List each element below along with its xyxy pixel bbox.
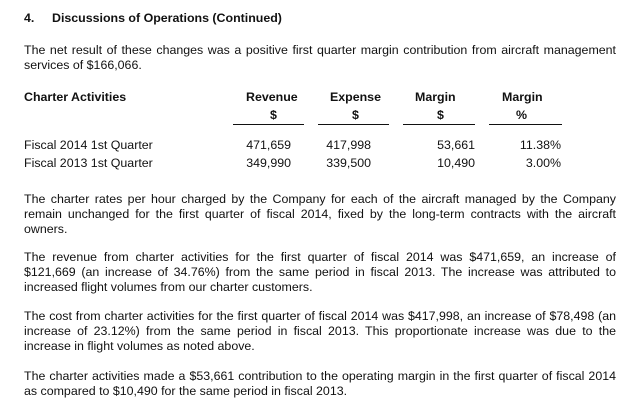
- section-number: 4.: [24, 11, 35, 25]
- section-heading: [24, 11, 282, 26]
- column-unit-margin-percent: %: [516, 108, 528, 122]
- paragraph-margin-contribution: The charter activities made a $53,661 contribution to the operating margin in the first quarter of fiscal 2014 as compared to $10,490 for the same period in fiscal 2013.: [24, 369, 616, 398]
- cell-margin-percent: 3.00%: [525, 156, 561, 170]
- cell-revenue: 471,659: [246, 138, 291, 152]
- column-header-expense: Expense: [330, 90, 381, 104]
- column-unit-margin: $: [437, 108, 444, 122]
- column-rule-expense: [318, 124, 389, 125]
- row-label: Fiscal 2013 1st Quarter: [24, 156, 153, 170]
- paragraph-revenue: The revenue from charter activities for the first quarter of fiscal 2014 was $471,659, an increase of $121,669 (an increase of 34.76%) from the same period in fiscal 2013. The increase was attributed to increased flight volumes from our charter customers.: [24, 250, 616, 294]
- cell-margin-percent: 11.38%: [519, 138, 561, 152]
- table-label-header: Charter Activities: [24, 90, 127, 104]
- column-header-revenue: Revenue: [246, 90, 298, 104]
- column-header-margin: Margin: [415, 90, 456, 104]
- cell-expense: 417,998: [326, 138, 371, 152]
- paragraph-cost: The cost from charter activities for the first quarter of fiscal 2014 was $417,998, an increase of $78,498 (an increase of 23.12%) from the same period in fiscal 2013. This proportionate increase was due to the increase in flight volumes as noted above.: [24, 309, 616, 353]
- column-unit-expense: $: [352, 108, 359, 122]
- cell-revenue: 349,990: [246, 156, 291, 170]
- column-rule-margin-percent: [489, 124, 562, 125]
- cell-margin: 53,661: [437, 138, 475, 152]
- section-title: Discussions of Operations (Continued): [52, 11, 282, 25]
- column-rule-margin: [403, 124, 475, 125]
- cell-margin: 10,490: [437, 156, 475, 170]
- cell-expense: 339,500: [326, 156, 371, 170]
- column-rule-revenue: [233, 124, 304, 125]
- intro-paragraph: The net result of these changes was a positive first quarter margin contribution from aircraft management services of $166,066.: [24, 43, 616, 72]
- row-label: Fiscal 2014 1st Quarter: [24, 138, 153, 152]
- column-unit-revenue: $: [270, 108, 277, 122]
- paragraph-charter-rates: The charter rates per hour charged by the Company for each of the aircraft managed by the Company remain unchanged for the first quarter of fiscal 2014, fixed by the long-term contracts with the aircraft owners.: [24, 192, 616, 236]
- column-header-margin-percent: Margin: [502, 90, 543, 104]
